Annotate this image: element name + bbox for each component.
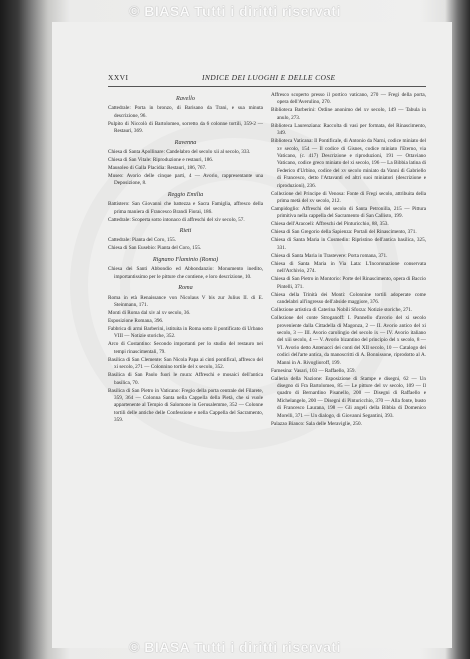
index-entry: Galleria della Nazione: Esposizione di Stampe e disegni, 62 — Un disegno di Fra Bartolomeo, 85 — Le pitture del xv secolo, 109 — Il quadro di Bernardino Pisanello, 200 — Disegni di Raffaello e Michelangelo, 200 — Disegni di Pinturicchio, 370 — Alla fonte, busto di Francesco Laurana, 198 — Gli angeli della Bibbia di Domenico Morelli, 371 — Un dialogo, di Giovanni Segantini, 393. [271,375,426,419]
index-entry: Chiesa di Santa Maria in Cosmedin: Ripristino dell'antica basilica, 325, 331. [271,237,426,251]
section-heading: Roma [178,284,193,292]
page-title: INDICE DEI LUOGHI E DELLE COSE [202,73,336,82]
index-entry: Chiesa di San Eusebio: Pianta del Coro, 155. [108,245,202,252]
index-entry: Chiesa dell'Aracoeli: Affreschi del Pinturicchio, 88, 353. [271,221,389,228]
index-entry: Chiesa di Santa Maria in Trastevere: Porta romana, 371. [271,252,388,259]
section-heading: Reggio Emilia [167,190,204,198]
index-entry: Affresco scoperto presso il portico vaticano, 270 — Fregi della porta, opera dell'Averulino, 270. [271,92,426,106]
page-number: XXVI [108,73,129,82]
index-entry: Cattedrale: Scoperta sotto intonaco di affreschi del xiv secolo, 57. [108,216,245,223]
section-heading: Rignano Flaminio (Roma) [152,255,219,263]
index-entry: Chiesa dei Santi Abbondio ed Abbondanzio: Monumento inedito, importantissimo per le pitture che contiene, e loro descrizione, 10. [108,266,263,280]
index-entry: Cattedrale: Pianta del Coro, 155. [108,237,176,244]
section-heading: Ravenna [174,138,197,146]
section-heading: Ravello [176,95,195,102]
index-entry: Chiesa di San Vitale: Riproduzione e restauri, 186. [108,157,214,164]
index-entry: Farnesina: Vasari, 103 — Raffaello, 359. [271,367,356,374]
index-entry: Cattedrale: Porta in bronzo, di Barisano da Trani, e sua minuta descrizione, 96. [108,105,263,119]
index-entry: Biblioteca Vaticana: Il Pontificale, di Antonio da Narni, codice miniato del xv secolo, 154 — Il codice di Gisnes, codice miniato l'Eterno, via Vaticano, (c. 417) Descrizione e riproduzioni, 191 — Ottaviano Vaticano, codice greco miniato del xi secolo, 196 — La Bibbia latina di Federico d'Urbino, codice del xv secolo miniato da Vanni di Gabriello di Francesco, detto l'Attavanti ed altri suoi miniatori (descrizione e riproduzioni), 236. [271,138,426,189]
index-entry: Chiesa di Santa Apollinare: Candelabro del secolo xii al secolo, 333. [108,149,251,156]
right-column [271,92,426,429]
watermark-top: © BIASA Tutti i diritti riservati [129,3,341,19]
index-entry: Basilica di San Clemente: San Nicola Papa ai cinti pontifical, affresco del xi secolo, 271 — Colonnino tortile del x secolo, 352. [108,356,263,371]
index-entry: Chiesa di San Gregorio della Sapienza: Portali del Rinascimento, 371. [271,229,417,236]
index-entry: Collezione del Principe di Venosa: Fonte di Fregi secolo, attribuita della prima metà del xv secolo, 212. [271,190,426,205]
index-entry: Monti di Roma dal xiv al xv secolo, 36. [108,309,191,316]
left-column [108,92,263,425]
index-entry: Collezione artistica di Caterina Nobili Sforza: Notizie storiche, 271. [271,307,413,314]
index-entry: Chiesa di Santa Maria in Via Lata: L'Incoronazione conservata nell'Archivio, 274. [271,260,426,275]
index-entry: Biblioteca Barberini: Ordine anonimo del xv secolo, 149 — Tabula in anulo, 273. [271,107,426,121]
index-entry: Esposizione Romana, 396. [108,317,164,324]
index-entry: Pulpito di Niccolò di Bartolomeo, sorretto da 6 colonne tortili, 359-2 — Restauri, 369. [108,120,263,135]
index-entry: Arco di Costantino: Secondo importanti per lo studio del restauro nei tempi rinascimentali, 79. [108,341,263,355]
index-entry: Palazzo Bianco: Sala delle Meraviglie, 250. [271,420,362,427]
index-entry: Biblioteca Laurenziana: Raccolta di vasi per formata, del Rinascimento, 349. [271,122,426,137]
index-entry: Campidoglio: Affreschi del secolo di Santa Petronilla, 215 — Pittura primitiva nella cappella del Sacramento di San Callisto, 199. [271,206,426,220]
index-entry: Fabbrica di armi Barberini, istituita in Roma sotto il pontificato di Urbano VIII — Notizie storiche, 352. [108,325,263,340]
index-entry: Roma in età Renaissance von Nicolaus V bis zur Julius II. di E. Steinmann, 171. [108,294,263,308]
index-entry: Battistero: San Giovanni che battezza e Sacra Famiglia, affresco della prima maniera di Francesco Brandi Fiorai, 186. [108,201,263,215]
index-entry: Basilica di San Pietro in Vaticano: Fregio della porta centrale del Filarete, 359, 364 — Colonna Santa nella Cappella della Pietà, che si vuole appartenente al Tempio di Salomone in Gerusalemme, 352 — Colonne tortili delle antiche delle Confessione e nella Cappella del Sacramento, 359. [108,387,263,424]
index-entry: Museo: Avorio delle cinque parti, 4 — Avorio, rappresentante una Deposizione, 8. [108,173,263,187]
index-entry: Collezione del conte Stroganoff: I. Pannello d'avorio del xi secolo proveniente dalla Cittadella di Magonza, 2 — II. Avorio antico del xi secolo, 3 — III. Avorio carolingio del secolo ix — IV. Avorio italiano del xiii secolo, 4 — V. Avorio bizantino del principio del x secolo, 8 — VI. Avorio detto Antenacci dei conti del XII secolo, 10 — Catalogo dei codici dell'arte antica, da manoscritti di A. Bonnissone, riprodotto al A. Manni in A. Rivoglioroff, 199. [271,315,426,366]
index-entry: Chiesa di San Pietro in Montorio: Porte del Rinascimento, opera di Baccio Pintelli, 371. [271,276,426,290]
section-heading: Rieti [179,227,192,235]
header-rule [108,86,426,87]
page-header [108,73,426,85]
index-entry: Mausoleo di Galla Placidia: Restauri, 186, 767. [108,165,207,172]
index-entry: Basilica di San Paolo fuori le mura: Affreschi e mosaici dell'antica basilica, 70. [108,372,263,386]
index-entry: Chiesa della Trinità dei Monti: Colonnine tortili adoperate come candelabri all'ingresso dell'abside maggiore, 376. [271,291,426,306]
watermark-bottom: © BIASA Tutti i diritti riservati [129,639,341,655]
